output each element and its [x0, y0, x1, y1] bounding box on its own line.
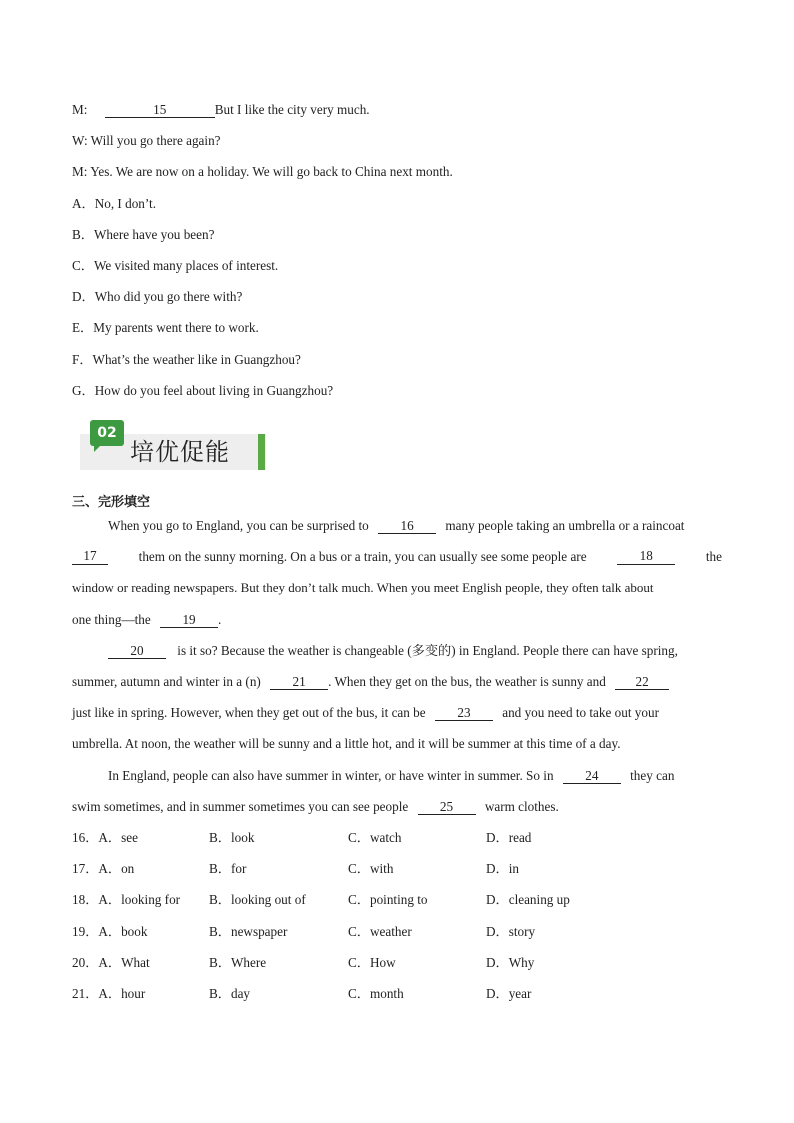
- question-option: D．cleaning up: [486, 892, 570, 907]
- passage-text: warm clothes.: [484, 799, 559, 814]
- dialogue-line-3: M: Yes. We are now on a holiday. We will go back to China next month.: [72, 164, 453, 179]
- passage-text: is it so? Because the weather is changeable (多变的) in England. People there can have spring,: [177, 643, 678, 658]
- passage-line: [72, 612, 221, 628]
- question-option: B．newspaper: [209, 924, 288, 939]
- question-option: D．Why: [486, 955, 535, 970]
- blank-17: 17: [72, 549, 108, 565]
- question-option: B．Where: [209, 955, 267, 970]
- question-option: C．pointing to: [348, 892, 428, 907]
- passage-text: the: [705, 549, 722, 564]
- option-b: B．Where have you been?: [72, 227, 215, 242]
- blank-16: 16: [378, 519, 436, 534]
- section-banner: [80, 420, 266, 472]
- blank-21: 21: [270, 675, 328, 690]
- question-option: B．day: [209, 986, 251, 1001]
- blank-24: 24: [563, 769, 621, 784]
- section-title: 三、完形填空: [72, 495, 151, 510]
- question-option: C．watch: [348, 830, 402, 845]
- speaker-label: M:: [72, 102, 88, 117]
- passage-text: them on the sunny morning. On a bus or a train, you can usually see some people are: [138, 549, 587, 564]
- passage-text: one thing—the: [72, 612, 151, 627]
- option-f: F．What’s the weather like in Guangzhou?: [72, 352, 301, 367]
- option-d: D．Who did you go there with?: [72, 289, 243, 304]
- question-option: B．looking out of: [209, 892, 306, 907]
- blank-20: 20: [108, 644, 166, 659]
- question-option: D．story: [486, 924, 536, 939]
- passage-text: summer, autumn and winter in a (n): [72, 674, 261, 689]
- passage-line: [72, 549, 722, 565]
- question-option: 21．A．hour: [72, 986, 146, 1001]
- passage-text: swim sometimes, and in summer sometimes you can see people: [72, 799, 409, 814]
- passage-line: [72, 705, 659, 721]
- passage-text: . When they get on the bus, the weather is sunny and: [328, 674, 606, 689]
- passage-line: [108, 518, 684, 534]
- passage-text: When you go to England, you can be surprised to: [108, 518, 369, 533]
- question-option: B．for: [209, 861, 247, 876]
- banner-title: 培优促能: [130, 438, 230, 466]
- question-option: B．look: [209, 830, 255, 845]
- dialogue-text: But I like the city very much.: [214, 102, 370, 117]
- option-a: A．No, I don’t.: [72, 196, 157, 211]
- question-option: 18．A．looking for: [72, 892, 181, 907]
- blank-22: 22: [615, 675, 669, 690]
- passage-line: umbrella. At noon, the weather will be sunny and a little hot, and it will be summer at this time of a day.: [72, 736, 621, 751]
- banner-accent-bar: [258, 434, 265, 470]
- blank-19: 19: [160, 613, 218, 628]
- option-c: C．We visited many places of interest.: [72, 258, 279, 273]
- passage-text: just like in spring. However, when they get out of the bus, it can be: [72, 705, 426, 720]
- blank-15: 15: [105, 103, 215, 118]
- passage-line: [108, 768, 674, 784]
- question-option: C．How: [348, 955, 396, 970]
- question-option: C．month: [348, 986, 404, 1001]
- blank-23: 23: [435, 706, 493, 721]
- passage-text: and you need to take out your: [502, 705, 659, 720]
- blank-25: 25: [418, 800, 476, 815]
- passage-line: [108, 643, 678, 659]
- option-e: E．My parents went there to work.: [72, 320, 259, 335]
- option-g: G．How do you feel about living in Guangzhou?: [72, 383, 334, 398]
- passage-text: they can: [630, 768, 675, 783]
- question-option: 16．A．see: [72, 830, 138, 845]
- question-option: 19．A．book: [72, 924, 148, 939]
- passage-text: In England, people can also have summer in winter, or have winter in summer. So in: [108, 768, 554, 783]
- passage-text: many people taking an umbrella or a raincoat: [445, 518, 685, 533]
- blank-18: 18: [617, 549, 675, 565]
- passage-line: window or reading newspapers. But they don’t talk much. When you meet English people, they often talk about: [72, 580, 654, 595]
- dialogue-line-2: W: Will you go there again?: [72, 133, 221, 148]
- dialogue-line-1: [72, 102, 370, 118]
- question-option: D．in: [486, 861, 519, 876]
- question-option: 17．A．on: [72, 861, 135, 876]
- question-option: C．with: [348, 861, 394, 876]
- banner-number-badge: 02: [90, 420, 124, 446]
- question-option: D．year: [486, 986, 532, 1001]
- question-option: 20．A．What: [72, 955, 150, 970]
- banner-badge-tail: [94, 446, 106, 452]
- passage-line: [72, 799, 559, 815]
- passage-line: [72, 674, 669, 690]
- question-option: C．weather: [348, 924, 412, 939]
- question-option: D．read: [486, 830, 532, 845]
- passage-text: .: [218, 612, 222, 627]
